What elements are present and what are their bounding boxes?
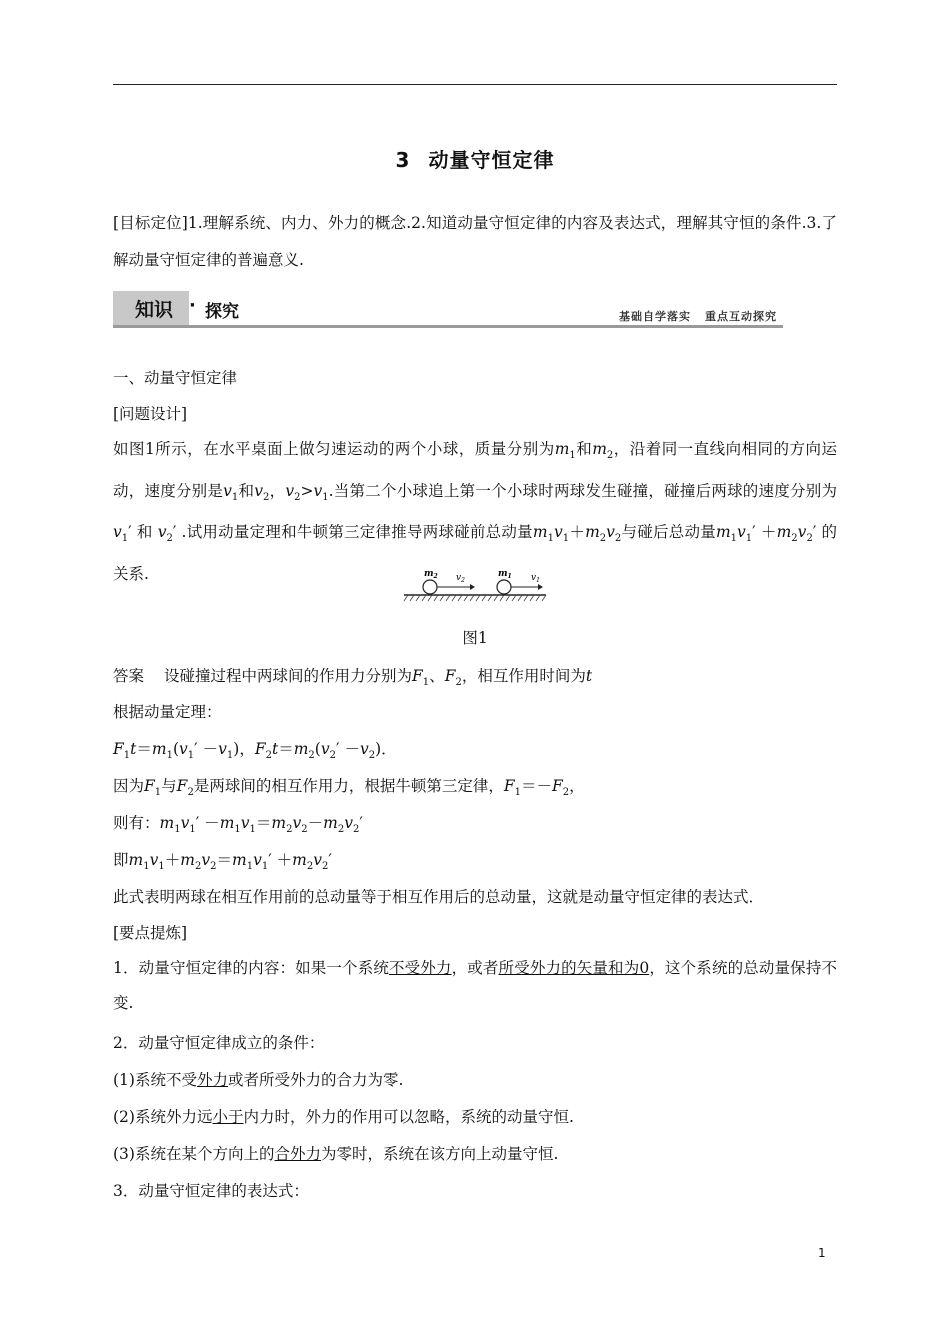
- figure-caption: 图1: [462, 629, 488, 647]
- derivation-conclusion: 此式表明两球在相互作用前的总动量等于相互作用后的总动量，这就是动量守恒定律的表达式．: [113, 888, 765, 906]
- banner-tags: [619, 308, 777, 324]
- derivation-result: 即$m_1v_1+m_2v_2=m_1v_1' +m_2v_2'$: [113, 851, 332, 873]
- page-title: [0, 144, 950, 173]
- banner-tag-key: 重点互动探究: [705, 310, 777, 323]
- condition-3: (3)系统在某个方向上的合外力为零时，系统在该方向上动量守恒.: [113, 1145, 559, 1163]
- collision-figure: [402, 566, 548, 606]
- key-points-label: [要点提炼]: [113, 924, 188, 942]
- key-point-3: 3．动量守恒定律的表达式：: [113, 1182, 309, 1200]
- ball-m1: [497, 580, 511, 594]
- title-number: 3: [395, 148, 411, 172]
- question-label: [问题设计]: [113, 405, 188, 423]
- figure-label-v2: $v_2$: [456, 573, 465, 584]
- section-heading: 一、动量守恒定律: [113, 369, 238, 387]
- banner-rule: [113, 325, 783, 328]
- title-text: 动量守恒定律: [428, 148, 555, 172]
- banner-main-label: 知识: [135, 299, 174, 321]
- derivation-step-1: 根据动量定理：: [113, 703, 222, 721]
- figure-label-v1: $v_1$: [531, 573, 540, 584]
- surface-hatching: [404, 595, 546, 601]
- derivation-step-3: 因为$F_1$与$F_2$是两球间的相互作用力，根据牛顿第三定律，$F_1=-F_2$，: [113, 777, 585, 799]
- banner-dot: ·: [189, 295, 196, 316]
- banner-sub-label: 探究: [205, 302, 239, 322]
- ball-m2: [423, 580, 437, 594]
- figure-label-m2: $m_2$: [424, 569, 438, 580]
- answer-text: 设碰撞过程中两球间的作用力分别为$F_1$、$F_2$，相互作用时间为t: [164, 667, 593, 689]
- condition-2: (2)系统外力远小于内力时，外力的作用可以忽略，系统的动量守恒.: [113, 1108, 574, 1126]
- answer-label: 答案: [113, 667, 145, 685]
- question-text: 如图1所示，在水平桌面上做匀速运动的两个小球，质量分别为$m_1$和$m_2$，沿着同一直线向相同的方向运动，速度分别是$v_1$和$v_2$，$v_2>v_1$.当第二个小球追上第一个小球时两球发生碰撞，碰撞后两球的速度分别为$v_1'$ 和 $v_2'$ .试用动量定理和牛顿第三定律推导两球碰前总动量$m_1v_1+m_2v_2$与碰后总动量$m_1v_1' +m_2v_2'$ 的关系.: [113, 440, 837, 583]
- derivation-step-2: $F_1t=m_1(v_1' -v_1)$，$F_2t=m_2(v_2' -v_2)$．: [113, 740, 397, 762]
- figure-label-m1: $m_1$: [498, 569, 512, 580]
- section-banner: [113, 291, 783, 327]
- answer-line: [113, 664, 592, 688]
- derivation-step-4: 则有：$m_1v_1' -m_1v_1=m_2v_2-m_2v_2'$: [113, 814, 363, 836]
- banner-tag-basic: 基础自学落实: [619, 310, 691, 323]
- condition-1: (1)系统不受外力或者所受外力的合力为零.: [113, 1071, 404, 1089]
- learning-objectives: [目标定位]1.理解系统、内力、外力的概念.2.知道动量守恒定律的内容及表达式，理解其守恒的条件.3.了解动量守恒定律的普遍意义.: [113, 214, 837, 269]
- key-point-2: 2．动量守恒定律成立的条件：: [113, 1034, 325, 1052]
- key-point-1: 1．动量守恒定律的内容：如果一个系统不受外力，或者所受外力的矢量和为0，这个系统的总动量保持不变.: [113, 959, 837, 1012]
- page-number: 1: [818, 1246, 826, 1260]
- header-rule: [113, 84, 837, 85]
